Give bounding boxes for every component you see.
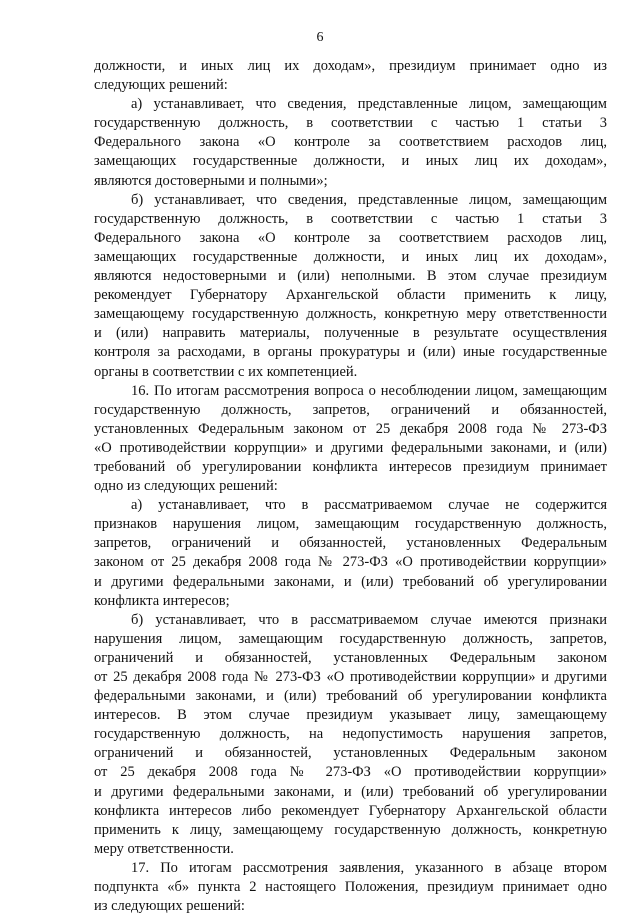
text-line: установленных Федеральным законом от 25 декабря 2008 года № 273-ФЗ [94, 420, 607, 437]
text-line: ограничений и обязанностей, установленных Федеральным законом [94, 745, 607, 762]
document-body [94, 57, 607, 916]
text-line: государственную должность, в соответствии с частью 1 статьи 3 [94, 210, 607, 227]
text-line: органы в соответствии с их компетенцией. [94, 363, 358, 380]
text-line: признаков нарушения лицом, замещающим государственную должность, [94, 516, 607, 533]
text-line: и другими федеральными законами, и (или) требований об урегулировании [94, 783, 607, 800]
text-line: меру ответственности. [94, 840, 234, 857]
text-line: от 25 декабря 2008 года № 273-ФЗ «О противодействии коррупции» и другими [94, 669, 607, 685]
text-line: и (или) направить материалы, полученные в результате осуществления [94, 325, 607, 342]
text-line: замещающих государственные должности, и иных лиц их доходам», [94, 248, 607, 265]
text-line: и другими федеральными законами, и (или) требований об урегулировании [94, 573, 607, 590]
text-line: б) устанавливает, что сведения, представленные лицом, замещающим [131, 191, 607, 208]
text-line: а) устанавливает, что сведения, представленные лицом, замещающим [131, 96, 607, 113]
text-line: «О противодействии коррупции» и другими федеральными законами, и (или) [94, 439, 607, 456]
text-line: подпункта «б» пункта 2 настоящего Положения, президиум принимает одно [94, 879, 607, 896]
text-line: из следующих решений: [94, 898, 245, 915]
text-line: конфликта интересов либо рекомендует Губернатору Архангельской области [94, 802, 607, 819]
text-line: требований об урегулировании конфликта интересов президиум принимает [94, 458, 607, 475]
text-line: государственную должность, запретов, ограничений и обязанностей, [94, 401, 607, 418]
text-line: 17. По итогам рассмотрения заявления, указанного в абзаце втором [131, 859, 607, 876]
text-line: Федерального закона «О контроле за соответствием расходов лиц, [94, 134, 607, 151]
text-line: законом от 25 декабря 2008 года № 273-ФЗ «О противодействии коррупции» [94, 554, 607, 571]
text-line: одно из следующих решений: [94, 478, 278, 495]
text-line: применить к лицу, замещающему государственную должность, конкретную [94, 821, 607, 838]
text-line: следующих решений: [94, 77, 228, 94]
text-line: являются достоверными и полными»; [94, 172, 328, 189]
text-line: Федерального закона «О контроле за соответствием расходов лиц, [94, 229, 607, 246]
text-line: б) устанавливает, что в рассматриваемом случае имеются признаки [131, 611, 607, 628]
text-line: интересов. В этом случае президиум указывает лицу, замещающему [94, 707, 607, 724]
text-line: 16. По итогам рассмотрения вопроса о несоблюдении лицом, замещающим [131, 382, 607, 399]
text-line: нарушения лицом, замещающим государственную должность, запретов, [94, 630, 607, 647]
text-line: государственную должность, на недопустимость нарушения запретов, [94, 726, 607, 743]
text-line: федеральными законами, и (или) требований об урегулировании конфликта [94, 688, 607, 705]
text-line: государственную должность, в соответствии с частью 1 статьи 3 [94, 115, 607, 132]
text-line: от 25 декабря 2008 года № 273-ФЗ «О противодействии коррупции» [94, 764, 607, 781]
text-line: ограничений и обязанностей, установленных Федеральным законом [94, 649, 607, 666]
text-line: замещающих государственные должности, и иных лиц их доходам», [94, 153, 607, 170]
text-line: замещающему государственную должность, конкретную меру ответственности [94, 306, 607, 323]
text-line: контроля за расходами, в органы прокуратуры и (или) иные государственные [94, 344, 607, 361]
text-line: рекомендует Губернатору Архангельской области применить к лицу, [94, 287, 607, 304]
text-line: конфликта интересов; [94, 592, 230, 609]
text-line: являются недостоверными и (или) неполными. В этом случае президиум [94, 268, 607, 285]
page-number: 6 [316, 30, 324, 45]
text-line: должности, и иных лиц их доходам», президиум принимает одно из [94, 58, 607, 74]
text-line: а) устанавливает, что в рассматриваемом случае не содержится [131, 497, 607, 514]
text-line: запретов, ограничений и обязанностей, установленных Федеральным [94, 535, 607, 552]
